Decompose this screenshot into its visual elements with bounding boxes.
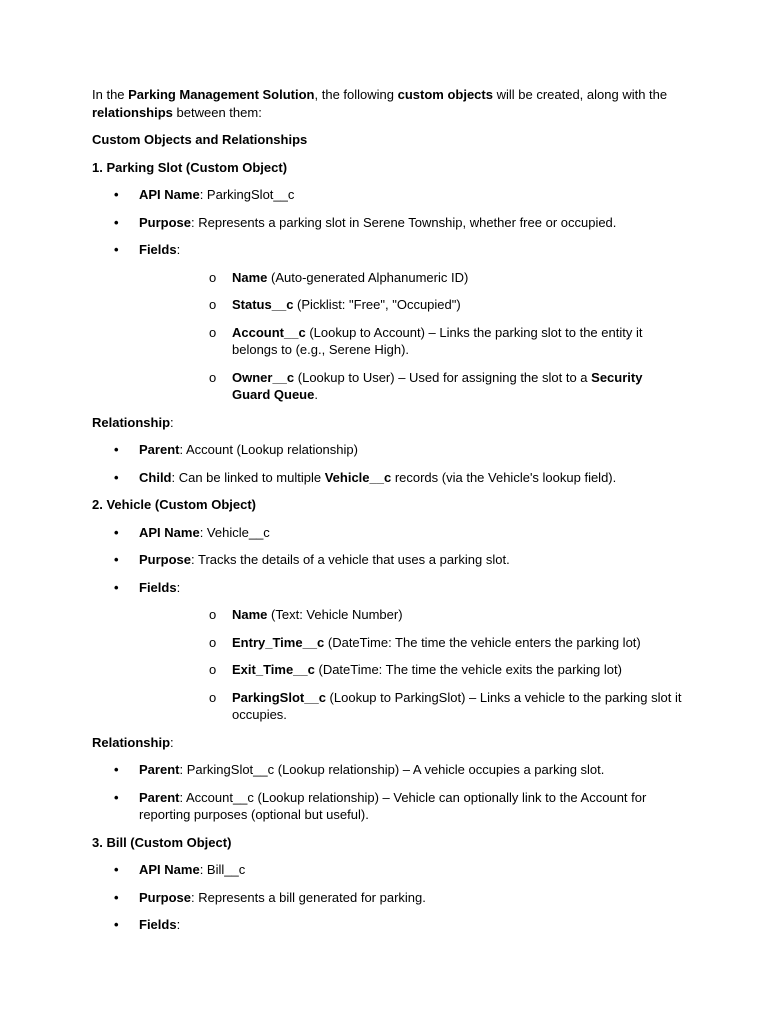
section-2-relationships xyxy=(92,761,682,824)
intro-paragraph xyxy=(92,86,682,121)
field-name: Exit_Time__c xyxy=(232,662,315,677)
list-item xyxy=(92,551,682,569)
field-name: Account__c xyxy=(232,324,306,340)
relationship-heading xyxy=(92,734,682,752)
fields-label: Fields xyxy=(139,579,177,595)
relationship-item xyxy=(92,441,682,459)
field-name: Status__c xyxy=(232,297,294,312)
list-item xyxy=(92,889,682,907)
field-desc-bold: Security Guard Queue xyxy=(232,369,643,402)
api-name-value: : Vehicle__c xyxy=(199,524,270,540)
field-desc: (Lookup to ParkingSlot) – Links a vehicle to the parking slot it occupies. xyxy=(232,689,682,722)
relationship-text: : ParkingSlot__c (Lookup relationship) – A vehicle occupies a parking slot. xyxy=(179,762,605,777)
intro-text: between them: xyxy=(172,104,262,120)
fields-list xyxy=(139,606,682,724)
fields-label: Fields xyxy=(139,242,177,257)
section-1-title: 1. Parking Slot (Custom Object) xyxy=(92,159,288,175)
fields-colon: : xyxy=(176,242,181,257)
section-1-list xyxy=(92,186,682,404)
section-1-relationships xyxy=(92,441,682,486)
relationship-label: Relationship xyxy=(92,734,171,750)
intro-bold-solution: Parking Management Solution xyxy=(128,87,315,102)
api-name-value: : ParkingSlot__c xyxy=(199,187,295,202)
field-desc: (DateTime: The time the vehicle enters the parking lot) xyxy=(324,634,641,650)
intro-bold-relationships: relationships xyxy=(92,104,173,120)
document-body xyxy=(92,86,682,944)
list-item xyxy=(92,524,682,542)
relationship-type: Parent xyxy=(139,762,180,777)
field-desc-end: . xyxy=(314,387,318,402)
relationship-item xyxy=(92,761,682,779)
field-item xyxy=(185,369,682,404)
field-item xyxy=(185,296,682,314)
section-2-title: 2. Vehicle (Custom Object) xyxy=(92,497,256,512)
relationship-item xyxy=(92,469,682,487)
field-desc: (Lookup to Account) – Links the parking slot to the entity it belongs to (e.g., Serene High). xyxy=(232,324,643,357)
list-item xyxy=(92,241,682,404)
intro-text: , the following xyxy=(314,87,398,102)
fields-colon: : xyxy=(176,579,181,595)
intro-bold-custom-objects: custom objects xyxy=(397,87,493,102)
field-item xyxy=(185,324,682,359)
api-name-value: : Bill__c xyxy=(199,862,246,877)
section-3-list xyxy=(92,861,682,934)
fields-list xyxy=(139,269,682,404)
intro-text: In the xyxy=(92,87,129,102)
relationship-text: records (via the Vehicle's lookup field). xyxy=(391,469,617,485)
field-name: Name xyxy=(232,269,268,285)
fields-colon: : xyxy=(176,917,181,932)
list-item xyxy=(92,186,682,204)
api-name-label: API Name xyxy=(139,862,200,877)
purpose-value: : Represents a bill generated for parking. xyxy=(191,889,426,905)
field-desc: (Auto-generated Alphanumeric ID) xyxy=(267,269,469,285)
relationship-item xyxy=(92,789,682,824)
purpose-value: : Represents a parking slot in Serene Township, whether free or occupied. xyxy=(191,214,617,230)
api-name-label: API Name xyxy=(139,187,200,202)
list-item xyxy=(92,861,682,879)
relationship-text: : Can be linked to multiple xyxy=(171,469,325,485)
relationship-text: : Account__c (Lookup relationship) – Vehicle can optionally link to the Account for reporting purposes (optional but useful). xyxy=(139,789,647,822)
purpose-value: : Tracks the details of a vehicle that uses a parking slot. xyxy=(191,552,510,567)
field-item xyxy=(185,689,682,724)
relationship-label: Relationship xyxy=(92,414,171,430)
relationship-bold: Vehicle__c xyxy=(324,469,392,485)
field-item xyxy=(185,634,682,652)
relationship-colon: : xyxy=(170,734,174,750)
intro-text: will be created, along with the xyxy=(492,87,668,102)
field-desc: (Lookup to User) – Used for assigning the slot to a xyxy=(294,369,592,385)
purpose-label: Purpose xyxy=(139,889,192,905)
section-heading: Custom Objects and Relationships xyxy=(92,132,308,147)
relationship-heading xyxy=(92,414,682,432)
field-name: ParkingSlot__c xyxy=(232,689,326,705)
relationship-type: Parent xyxy=(139,789,180,805)
field-item xyxy=(185,269,682,287)
section-3-title: 3. Bill (Custom Object) xyxy=(92,834,232,850)
field-name: Name xyxy=(232,607,268,622)
relationship-colon: : xyxy=(170,414,174,430)
section-2-list xyxy=(92,524,682,724)
fields-label: Fields xyxy=(139,917,177,932)
api-name-label: API Name xyxy=(139,524,200,540)
field-item xyxy=(185,661,682,679)
field-name: Owner__c xyxy=(232,369,295,385)
field-desc: (Picklist: "Free", "Occupied") xyxy=(293,297,461,312)
list-item xyxy=(92,916,682,934)
purpose-label: Purpose xyxy=(139,552,192,567)
relationship-text: : Account (Lookup relationship) xyxy=(179,442,358,457)
relationship-type: Parent xyxy=(139,442,180,457)
relationship-type: Child xyxy=(139,469,172,485)
field-item xyxy=(185,606,682,624)
list-item xyxy=(92,214,682,232)
field-desc: (Text: Vehicle Number) xyxy=(267,607,403,622)
field-name: Entry_Time__c xyxy=(232,634,325,650)
field-desc: (DateTime: The time the vehicle exits the parking lot) xyxy=(314,662,622,677)
list-item xyxy=(92,579,682,724)
purpose-label: Purpose xyxy=(139,214,192,230)
